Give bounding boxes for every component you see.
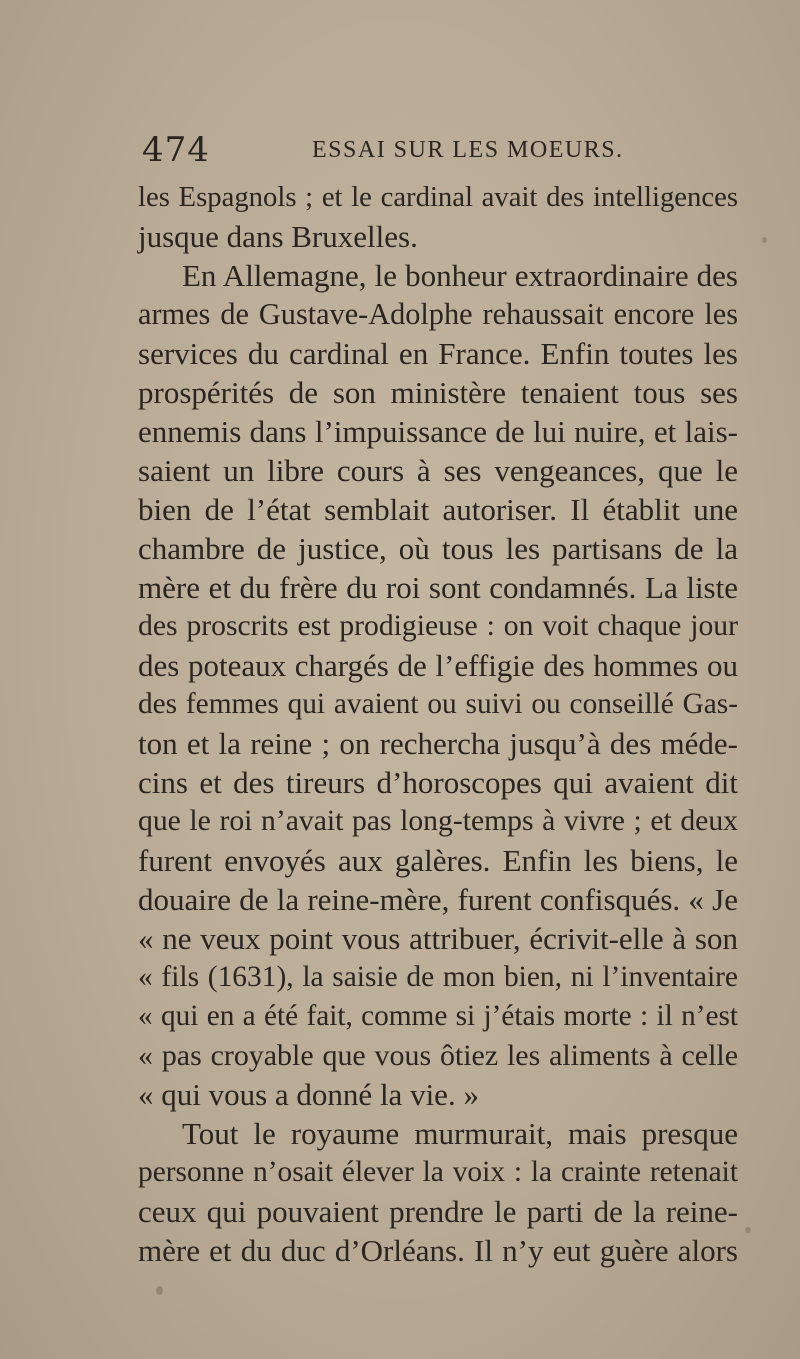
running-title: ESSAI SUR LES MOEURS. (312, 137, 624, 163)
text-line: services du cardinal en France. Enfin toutes les (138, 336, 738, 371)
text-line: personne n’osait élever la voix : la crainte retenait (138, 1156, 738, 1188)
text-line: « qui vous a donné la vie. » (138, 1077, 479, 1112)
paper-stain (745, 1227, 751, 1233)
text-line: des poteaux chargés de l’effigie des hommes ou (138, 648, 738, 683)
body-text (138, 178, 738, 1270)
text-line: chambre de justice, où tous les partisans de la (138, 531, 738, 566)
text-line: cins et des tireurs d’horoscopes qui avaient dit (138, 765, 738, 800)
text-line: ton et la reine ; on rechercha jusqu’à des méde- (138, 726, 738, 761)
text-line: bien de l’état semblait autoriser. Il établit une (138, 492, 738, 527)
text-line: que le roi n’avait pas long-temps à vivre ; et deux (138, 805, 738, 837)
text-line: En Allemagne, le bonheur extraordinaire des (182, 258, 738, 293)
text-line: « ne veux point vous attribuer, écrivit-elle à son (138, 921, 738, 956)
paper-stain (156, 1286, 163, 1295)
text-line: mère et du duc d’Orléans. Il n’y eut guère alors (138, 1233, 738, 1268)
text-line: ennemis dans l’impuissance de lui nuire, et lais- (138, 414, 738, 449)
text-line: douaire de la reine-mère, furent confisqués. « Je (138, 882, 738, 917)
text-line: saient un libre cours à ses vengeances, que le (138, 453, 738, 488)
text-line: ceux qui pouvaient prendre le parti de la reine- (138, 1194, 738, 1229)
paper-stain (762, 237, 767, 243)
text-line: Tout le royaume murmurait, mais presque (182, 1116, 738, 1151)
text-line: mère et du frère du roi sont condamnés. La liste (138, 570, 738, 605)
text-line: des femmes qui avaient ou suivi ou conseillé Gas- (138, 688, 738, 720)
text-line: jusque dans Bruxelles. (138, 219, 418, 254)
text-line: « pas croyable que vous ôtiez les aliments à celle (138, 1039, 738, 1072)
text-line: des proscrits est prodigieuse : on voit chaque jour (138, 610, 738, 642)
text-line: prospérités de son ministère tenaient tous ses (138, 375, 738, 410)
text-line: « qui en a été fait, comme si j’étais morte : il n’est (138, 1000, 738, 1032)
text-line: furent envoyés aux galères. Enfin les biens, le (138, 843, 738, 878)
page-header (142, 130, 702, 170)
text-line: armes de Gustave-Adolphe rehaussait encore les (138, 297, 738, 331)
text-line: « fils (1631), la saisie de mon bien, ni l’inventaire (138, 961, 738, 993)
text-line: les Espagnols ; et le cardinal avait des intelligences (138, 181, 738, 213)
page-number: 474 (142, 130, 210, 170)
